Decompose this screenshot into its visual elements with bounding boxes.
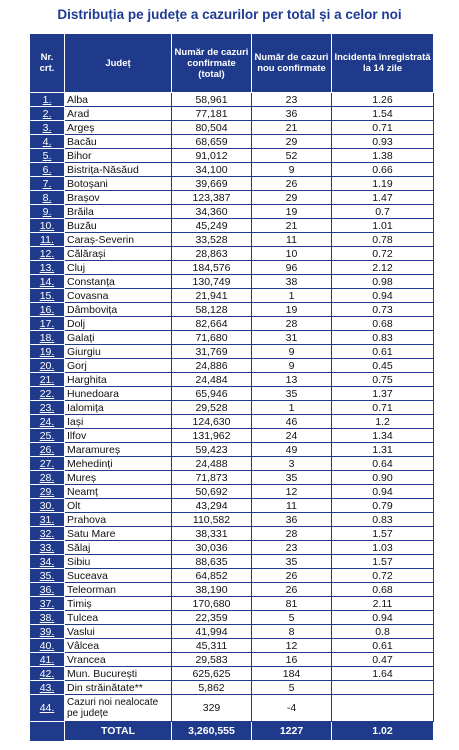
table-row [30,667,434,681]
incidence: 1.57 [332,527,434,541]
row-number: 33. [30,541,65,555]
new-cases: 28 [252,527,332,541]
incidence: 0.66 [332,163,434,177]
new-cases: 1 [252,289,332,303]
incidence: 0.7 [332,205,434,219]
row-number: 41. [30,653,65,667]
row-number: 23. [30,401,65,415]
row-number: 43. [30,681,65,695]
incidence: 0.94 [332,611,434,625]
county-name: Galați [65,331,172,345]
incidence: 1.54 [332,107,434,121]
table-row [30,625,434,639]
total-cases: 91,012 [172,149,252,163]
county-name: Tulcea [65,611,172,625]
county-name: Arad [65,107,172,121]
row-number: 15. [30,289,65,303]
incidence: 1.31 [332,443,434,457]
total-label: TOTAL [65,722,172,741]
incidence: 0.93 [332,135,434,149]
table-row [30,555,434,569]
row-number: 7. [30,177,65,191]
total-cases: 39,669 [172,177,252,191]
header-judet: Județ [65,34,172,93]
table-row [30,429,434,443]
incidence: 0.90 [332,471,434,485]
row-number: 35. [30,569,65,583]
incidence: 0.94 [332,485,434,499]
row-number: 40. [30,639,65,653]
new-cases: 184 [252,667,332,681]
new-cases: 9 [252,345,332,359]
new-cases: 5 [252,611,332,625]
county-name: Neamț [65,485,172,499]
row-number: 16. [30,303,65,317]
total-cases: 58,961 [172,93,252,107]
table-row [30,177,434,191]
county-name: Caraș-Severin [65,233,172,247]
total-cases-sum: 3,260,555 [172,722,252,741]
total-cases: 43,294 [172,499,252,513]
counties-table [29,33,434,741]
total-cases: 50,692 [172,485,252,499]
new-cases: 26 [252,177,332,191]
total-cases: 33,528 [172,233,252,247]
new-cases: 9 [252,163,332,177]
total-cases: 88,635 [172,555,252,569]
incidence [332,695,434,722]
table-row [30,233,434,247]
total-cases: 5,862 [172,681,252,695]
new-cases: 23 [252,93,332,107]
new-cases: 35 [252,471,332,485]
row-number: 34. [30,555,65,569]
new-cases: 21 [252,121,332,135]
row-number: 2. [30,107,65,121]
county-name: Din străinătate** [65,681,172,695]
row-number: 4. [30,135,65,149]
county-name: Sălaj [65,541,172,555]
table-row [30,93,434,107]
row-number: 12. [30,247,65,261]
total-cases: 184,576 [172,261,252,275]
county-name: Dâmbovița [65,303,172,317]
new-cases: 10 [252,247,332,261]
row-number: 37. [30,597,65,611]
county-name: Brașov [65,191,172,205]
row-number: 18. [30,331,65,345]
county-name: Gorj [65,359,172,373]
incidence: 0.75 [332,373,434,387]
table-row [30,219,434,233]
total-cases: 131,962 [172,429,252,443]
table-row [30,387,434,401]
total-cases: 71,680 [172,331,252,345]
county-name: Călărași [65,247,172,261]
row-number: 30. [30,499,65,513]
new-cases: 29 [252,191,332,205]
total-cases: 123,387 [172,191,252,205]
new-cases: 29 [252,135,332,149]
incidence: 1.03 [332,541,434,555]
new-cases: 5 [252,681,332,695]
table-row [30,695,434,722]
total-cases: 130,749 [172,275,252,289]
new-cases: 36 [252,107,332,121]
incidence: 0.45 [332,359,434,373]
total-cases: 34,360 [172,205,252,219]
total-cases: 45,311 [172,639,252,653]
total-row [30,722,434,741]
row-number: 21. [30,373,65,387]
row-number: 5. [30,149,65,163]
incidence: 2.11 [332,597,434,611]
county-name: Maramureș [65,443,172,457]
row-number: 42. [30,667,65,681]
table-row [30,205,434,219]
county-name: Bihor [65,149,172,163]
incidence: 0.78 [332,233,434,247]
total-cases: 68,659 [172,135,252,149]
new-cases: 28 [252,317,332,331]
table-row [30,653,434,667]
incidence: 0.71 [332,401,434,415]
incidence: 0.47 [332,653,434,667]
incidence: 0.64 [332,457,434,471]
incidence-total: 1.02 [332,722,434,741]
header-noi: Număr de cazuri nou confirmate [252,34,332,93]
total-cases: 77,181 [172,107,252,121]
new-cases: 21 [252,219,332,233]
incidence: 0.83 [332,331,434,345]
new-cases: 26 [252,569,332,583]
row-number: 3. [30,121,65,135]
county-name: Dolj [65,317,172,331]
total-cases: 29,583 [172,653,252,667]
new-cases: 46 [252,415,332,429]
total-cases: 22,359 [172,611,252,625]
table-row [30,275,434,289]
row-number: 27. [30,457,65,471]
total-cases: 58,128 [172,303,252,317]
county-name: Cazuri noi nealocate pe județe [65,695,172,722]
table-row [30,611,434,625]
row-number: 29. [30,485,65,499]
row-number: 36. [30,583,65,597]
new-cases: 1 [252,401,332,415]
incidence: 1.01 [332,219,434,233]
new-cases: 35 [252,387,332,401]
new-cases: 3 [252,457,332,471]
incidence: 2.12 [332,261,434,275]
incidence: 0.68 [332,583,434,597]
table-row [30,135,434,149]
incidence: 0.83 [332,513,434,527]
table-row [30,289,434,303]
table-row [30,639,434,653]
total-cases: 41,994 [172,625,252,639]
table-row [30,401,434,415]
total-cases: 30,036 [172,541,252,555]
table-row [30,681,434,695]
table-row [30,583,434,597]
new-cases: 81 [252,597,332,611]
incidence: 1.34 [332,429,434,443]
table-row [30,485,434,499]
new-cases: 49 [252,443,332,457]
total-cases: 625,625 [172,667,252,681]
row-number: 8. [30,191,65,205]
table-row [30,107,434,121]
total-cases: 71,873 [172,471,252,485]
row-number: 28. [30,471,65,485]
incidence: 1.2 [332,415,434,429]
new-cases: 13 [252,373,332,387]
row-number: 39. [30,625,65,639]
row-number: 14. [30,275,65,289]
table-row [30,247,434,261]
table-row [30,569,434,583]
new-cases-sum: 1227 [252,722,332,741]
new-cases: 11 [252,499,332,513]
row-number: 26. [30,443,65,457]
new-cases: 19 [252,303,332,317]
new-cases: 31 [252,331,332,345]
incidence: 0.98 [332,275,434,289]
table-row [30,331,434,345]
row-number: 25. [30,429,65,443]
header-total: Număr de cazuri confirmate (total) [172,34,252,93]
county-name: Iași [65,415,172,429]
total-cases: 24,886 [172,359,252,373]
total-cases: 34,100 [172,163,252,177]
total-cases: 80,504 [172,121,252,135]
row-number: 38. [30,611,65,625]
total-cases: 82,664 [172,317,252,331]
table-row [30,415,434,429]
new-cases: 23 [252,541,332,555]
table-row [30,191,434,205]
table-row [30,163,434,177]
county-name: Satu Mare [65,527,172,541]
incidence: 0.71 [332,121,434,135]
total-spacer [30,722,65,741]
incidence: 1.19 [332,177,434,191]
total-cases: 64,852 [172,569,252,583]
incidence: 0.94 [332,289,434,303]
total-cases: 24,488 [172,457,252,471]
table-row [30,541,434,555]
new-cases: -4 [252,695,332,722]
incidence: 0.72 [332,247,434,261]
row-number: 9. [30,205,65,219]
table-row [30,373,434,387]
incidence: 1.64 [332,667,434,681]
new-cases: 12 [252,639,332,653]
new-cases: 38 [252,275,332,289]
incidence: 1.26 [332,93,434,107]
total-cases: 31,769 [172,345,252,359]
table-row [30,597,434,611]
county-name: Argeș [65,121,172,135]
table-row [30,261,434,275]
total-cases: 170,680 [172,597,252,611]
row-number: 13. [30,261,65,275]
table-row [30,317,434,331]
total-cases: 329 [172,695,252,722]
incidence: 0.8 [332,625,434,639]
county-name: Bacău [65,135,172,149]
county-name: Mureș [65,471,172,485]
table-row [30,443,434,457]
row-number: 1. [30,93,65,107]
county-name: Vaslui [65,625,172,639]
county-name: Alba [65,93,172,107]
row-number: 17. [30,317,65,331]
county-name: Brăila [65,205,172,219]
row-number: 44. [30,695,65,722]
table-row [30,149,434,163]
table-row [30,513,434,527]
county-name: Timiș [65,597,172,611]
row-number: 10. [30,219,65,233]
total-cases: 124,630 [172,415,252,429]
incidence [332,681,434,695]
county-name: Olt [65,499,172,513]
new-cases: 96 [252,261,332,275]
table-row [30,471,434,485]
row-number: 24. [30,415,65,429]
county-name: Bistrița-Năsăud [65,163,172,177]
new-cases: 26 [252,583,332,597]
incidence: 1.37 [332,387,434,401]
table-row [30,303,434,317]
total-cases: 29,528 [172,401,252,415]
incidence: 0.68 [332,317,434,331]
county-name: Vrancea [65,653,172,667]
incidence: 0.61 [332,639,434,653]
total-cases: 38,190 [172,583,252,597]
new-cases: 35 [252,555,332,569]
new-cases: 36 [252,513,332,527]
total-cases: 24,484 [172,373,252,387]
table-row [30,345,434,359]
row-number: 20. [30,359,65,373]
incidence: 0.72 [332,569,434,583]
header-incidenta: Incidența înregistrată la 14 zile [332,34,434,93]
new-cases: 16 [252,653,332,667]
row-number: 32. [30,527,65,541]
county-name: Ialomița [65,401,172,415]
new-cases: 24 [252,429,332,443]
header-nr: Nr. crt. [30,34,65,93]
total-cases: 110,582 [172,513,252,527]
total-cases: 65,946 [172,387,252,401]
header-row [30,34,434,93]
county-name: Prahova [65,513,172,527]
row-number: 6. [30,163,65,177]
table-row [30,359,434,373]
county-name: Ilfov [65,429,172,443]
county-name: Giurgiu [65,345,172,359]
incidence: 0.73 [332,303,434,317]
new-cases: 11 [252,233,332,247]
row-number: 22. [30,387,65,401]
county-name: Harghita [65,373,172,387]
county-name: Mun. București [65,667,172,681]
county-name: Botoșani [65,177,172,191]
total-cases: 45,249 [172,219,252,233]
county-name: Suceava [65,569,172,583]
county-name: Hunedoara [65,387,172,401]
row-number: 19. [30,345,65,359]
county-name: Teleorman [65,583,172,597]
new-cases: 8 [252,625,332,639]
total-cases: 21,941 [172,289,252,303]
incidence: 0.79 [332,499,434,513]
county-name: Covasna [65,289,172,303]
table-row [30,457,434,471]
new-cases: 9 [252,359,332,373]
row-number: 31. [30,513,65,527]
row-number: 11. [30,233,65,247]
table-row [30,121,434,135]
incidence: 1.47 [332,191,434,205]
incidence: 1.57 [332,555,434,569]
table-row [30,499,434,513]
county-name: Sibiu [65,555,172,569]
page-title: Distribuția pe județe a cazurilor per total și a celor noi [57,7,402,22]
county-name: Cluj [65,261,172,275]
county-name: Vâlcea [65,639,172,653]
new-cases: 19 [252,205,332,219]
table-row [30,527,434,541]
total-cases: 59,423 [172,443,252,457]
incidence: 0.61 [332,345,434,359]
new-cases: 52 [252,149,332,163]
new-cases: 12 [252,485,332,499]
county-name: Buzău [65,219,172,233]
total-cases: 28,863 [172,247,252,261]
county-name: Mehedinți [65,457,172,471]
total-cases: 38,331 [172,527,252,541]
incidence: 1.38 [332,149,434,163]
county-name: Constanța [65,275,172,289]
